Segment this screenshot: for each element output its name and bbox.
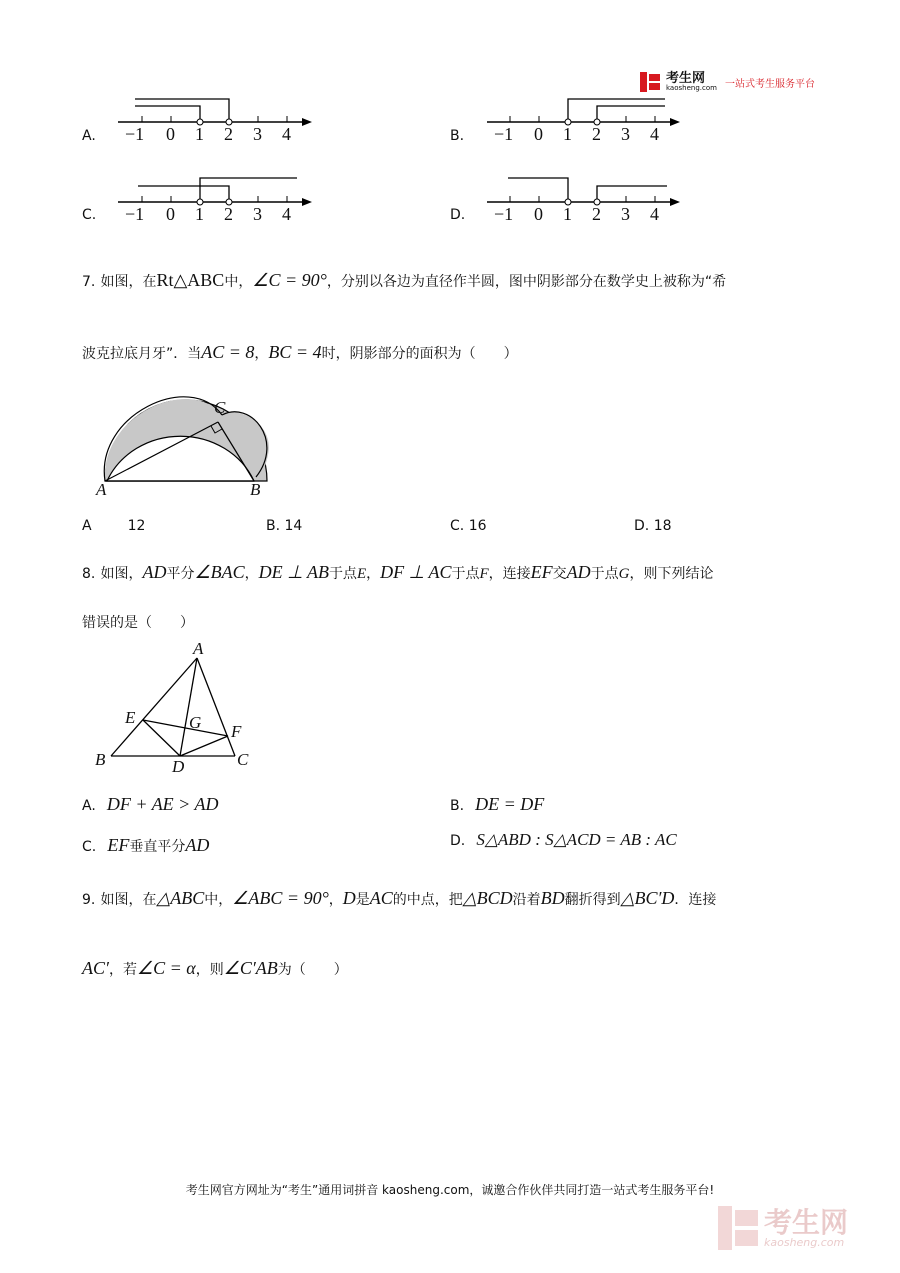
option-math: DE = DF	[475, 794, 545, 814]
q9-line2	[82, 958, 348, 979]
tick-label: 4	[650, 124, 659, 144]
tick-label: 2	[592, 204, 601, 224]
q8-option-d	[450, 830, 677, 850]
tick-label: 2	[224, 124, 233, 144]
tick-label: 0	[166, 204, 175, 224]
q9-text: ，若	[108, 962, 137, 978]
q7-label-b: B	[250, 480, 261, 499]
q7-option-d	[634, 518, 672, 534]
q7-text: 时，阴影部分的面积为（ ）	[321, 346, 518, 362]
tick-label: −1	[125, 124, 145, 144]
q7-option-b	[266, 518, 302, 534]
q9-math: AC	[369, 888, 393, 908]
q8-label-e: E	[125, 708, 136, 727]
q8-math: AD	[142, 562, 167, 582]
q6-option-a: A.	[82, 128, 96, 144]
numline-c	[118, 178, 312, 206]
q7-option-a	[82, 518, 145, 534]
watermark-main: 考生网	[764, 1205, 849, 1239]
numline-b	[487, 99, 680, 126]
q9-math: △ABC	[156, 888, 205, 908]
option-math: DF + AE > AD	[106, 794, 219, 814]
q7-math: AC = 8	[201, 342, 255, 362]
q6-option-c: C.	[82, 207, 97, 223]
option-letter: C.	[450, 518, 465, 534]
tick-label: 4	[282, 204, 291, 224]
q8-option-c	[82, 835, 209, 856]
q8-math: G	[618, 566, 630, 582]
q9-text: ．连接	[674, 892, 717, 908]
q8-label-f: F	[231, 722, 242, 741]
q8-math: EF	[530, 562, 553, 582]
tick-label: 3	[253, 204, 262, 224]
q7-text: ，	[254, 346, 269, 362]
q9-math: ∠C = α	[136, 958, 196, 978]
q8-math: DF ⊥ AC	[380, 562, 452, 582]
q8-label-b: B	[95, 750, 106, 769]
q8-text: 如图，	[100, 566, 143, 582]
q8-text: 平分	[166, 566, 195, 582]
q9-line1	[82, 888, 716, 909]
q7-text: 中，	[224, 274, 253, 290]
option-value: 16	[468, 518, 487, 534]
q8-triangle-figure	[100, 640, 260, 770]
option-letter: A	[82, 518, 92, 534]
option-math: S△ABD : S△ACD = AB : AC	[476, 830, 677, 849]
q9-text: 沿着	[512, 892, 541, 908]
q9-text: 翻折得到	[564, 892, 621, 908]
q9-text: ，	[328, 892, 343, 908]
q9-text: 的中点，把	[392, 892, 463, 908]
q7-text: 波克拉底月牙”．当	[82, 346, 202, 362]
q7-number: 7.	[82, 274, 96, 290]
option-text: 垂直平分	[129, 839, 186, 855]
tick-label: 1	[195, 204, 204, 224]
option-value: 14	[284, 518, 303, 534]
q8-label-d: D	[172, 757, 185, 776]
q8-text: ，	[244, 566, 259, 582]
tick-label: 1	[563, 124, 572, 144]
q8-label-c: C	[237, 750, 249, 769]
q9-math: ∠ABC = 90°	[232, 888, 329, 908]
tick-label: 0	[534, 204, 543, 224]
q8-text: ，	[366, 566, 381, 582]
q9-math: D	[342, 888, 356, 908]
watermark-sub: kaosheng.com	[764, 1235, 845, 1249]
q9-math: BD	[540, 888, 565, 908]
q8-number: 8.	[82, 566, 96, 582]
q7-text: 如图，在	[100, 274, 157, 290]
q8-text: 于点	[328, 566, 357, 582]
q7-math: BC = 4	[268, 342, 322, 362]
q9-number: 9.	[82, 892, 96, 908]
q8-math: AD	[566, 562, 591, 582]
tick-label: 3	[621, 204, 630, 224]
q8-math: ∠BAC	[194, 562, 245, 582]
header-slogan: 一站式考生服务平台	[724, 78, 815, 90]
tick-label: 2	[224, 204, 233, 224]
footer-watermark	[718, 1206, 848, 1250]
q8-line2: 错误的是（ ）	[82, 615, 194, 631]
tick-label: 0	[166, 124, 175, 144]
q6-option-b: B.	[450, 128, 465, 144]
logo-sub: kaosheng.com	[666, 84, 717, 92]
q9-math: ∠C′AB	[223, 958, 278, 978]
tick-label: 0	[534, 124, 543, 144]
q8-math: F	[479, 566, 489, 582]
option-letter: B.	[266, 518, 281, 534]
q8-label-g: G	[189, 713, 202, 732]
logo-text: 考生网	[666, 71, 706, 86]
q7-line2	[82, 342, 518, 363]
q9-math: △BC′D	[620, 888, 675, 908]
q6-option-d: D.	[450, 207, 466, 223]
q7-line1	[82, 270, 726, 291]
q9-text: 中，	[204, 892, 233, 908]
q8-math: E	[356, 566, 367, 582]
tick-label: 4	[282, 124, 291, 144]
q8-text: ，连接	[488, 566, 531, 582]
q8-text: 于点	[451, 566, 480, 582]
q7-math: Rt△ABC	[156, 270, 225, 290]
q9-text: 为（ ）	[277, 962, 348, 978]
q7-math: ∠C = 90°	[252, 270, 327, 290]
option-letter: D.	[450, 833, 466, 849]
q8-option-b	[450, 794, 544, 815]
option-letter: C.	[82, 839, 97, 855]
tick-label: 3	[621, 124, 630, 144]
watermark-logo-icon	[718, 1206, 758, 1250]
tick-label: 3	[253, 124, 262, 144]
tick-label: 2	[592, 124, 601, 144]
q7-option-c	[450, 518, 487, 534]
q8-text: 于点	[590, 566, 619, 582]
footer-text: 考生网官方网址为“考生”通用词拼音 kaosheng.com，诚邀合作伙伴共同打造一站式考生服务平台!	[185, 1183, 715, 1197]
option-letter: B.	[450, 798, 465, 814]
option-letter: D.	[634, 518, 650, 534]
q8-option-a	[82, 794, 219, 815]
q7-text: ，分别以各边为直径作半圆，图中阴影部分在数学史上被称为“希	[326, 274, 727, 290]
tick-label: −1	[494, 204, 514, 224]
q9-text: 是	[355, 892, 370, 908]
tick-label: 1	[195, 124, 204, 144]
q9-math: △BCD	[462, 888, 513, 908]
tick-label: 4	[650, 204, 659, 224]
q8-text: 交	[552, 566, 567, 582]
q9-math: AC′	[82, 958, 109, 978]
numline-d	[487, 178, 680, 206]
numline-a	[118, 99, 312, 126]
q8-label-a: A	[193, 639, 204, 658]
option-value: 12	[127, 518, 146, 534]
option-letter: A.	[82, 798, 96, 814]
q8-line1	[82, 562, 713, 583]
tick-label: −1	[125, 204, 145, 224]
q9-text: 如图，在	[100, 892, 157, 908]
option-value: 18	[653, 518, 672, 534]
q7-label-a: A	[96, 480, 107, 499]
tick-label: −1	[494, 124, 514, 144]
option-math: AD	[185, 835, 210, 855]
q9-text: ，则	[195, 962, 224, 978]
tick-label: 1	[563, 204, 572, 224]
option-math: EF	[107, 835, 130, 855]
q8-math: DE ⊥ AB	[258, 562, 329, 582]
q8-text: ，则下列结论	[629, 566, 714, 582]
q7-label-c: C	[214, 398, 226, 417]
